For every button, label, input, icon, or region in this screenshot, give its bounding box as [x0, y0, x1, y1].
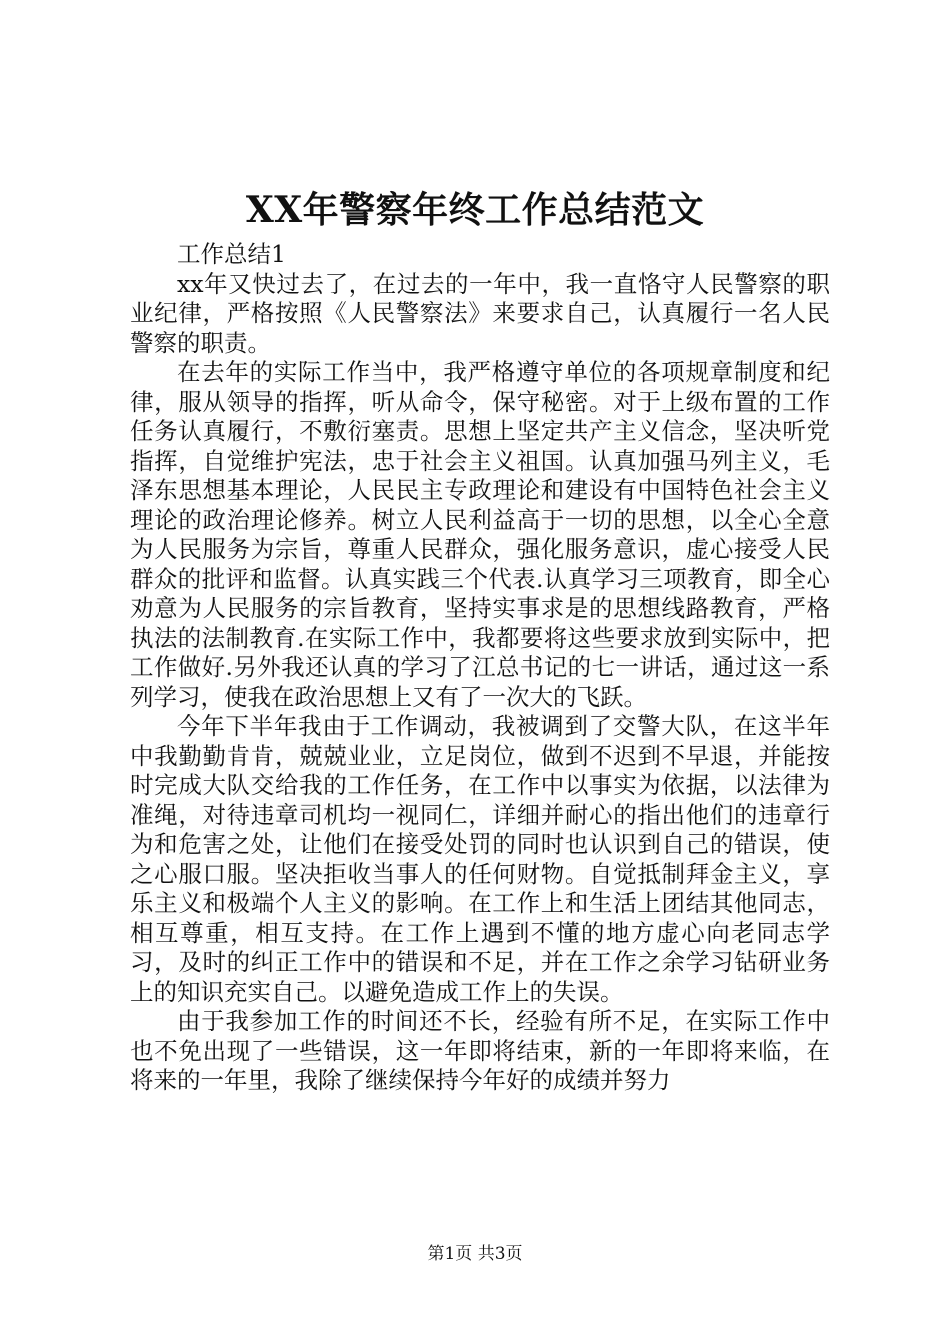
paragraph: 今年下半年我由于工作调动，我被调到了交警大队，在这半年中我勤勤肯肯，兢兢业业，立足岗位，做到不迟到不早退，并能按时完成大队交给我的工作任务，在工作中以事实为依据，以法律为准绳，对待违章司机均一视同仁，详细并耐心的指出他们的违章行为和危害之处，让他们在接受处罚的同时也认识到自己的错误，使之心服口服。坚决拒收当事人的任何财物。自觉抵制拜金主义，享乐主义和极端个人主义的影响。在工作上和生活上团结其他同志，相互尊重，相互支持。在工作上遇到不懂的地方虚心向老同志学习，及时的纠正工作中的错误和不足，并在工作之余学习钻研业务上的知识充实自己。以避免造成工作上的失误。	[130, 712, 830, 1006]
section-heading: 工作总结1	[177, 240, 286, 268]
paragraph: xx年又快过去了，在过去的一年中，我一直恪守人民警察的职业纪律，严格按照《人民警察法》来要求自己，认真履行一名人民警察的职责。	[130, 269, 830, 357]
document-body	[130, 240, 830, 1096]
paragraph: 在去年的实际工作当中，我严格遵守单位的各项规章制度和纪律，服从领导的指挥，听从命令，保守秘密。对于上级布置的工作任务认真履行，不敷衍塞责。思想上坚定共产主义信念，坚决听党指挥，自觉维护宪法，忠于社会主义祖国。认真加强马列主义，毛泽东思想基本理论，人民民主专政理论和建设有中国特色社会主义理论的政治理论修养。树立人民利益高于一切的思想，以全心全意为人民服务为宗旨，尊重人民群众，强化服务意识，虚心接受人民群众的批评和监督。认真实践三个代表.认真学习三项教育，即全心劝意为人民服务的宗旨教育，坚持实事求是的思想线路教育，严格执法的法制教育.在实际工作中，我都要将这些要求放到实际中，把工作做好.另外我还认真的学习了江总书记的七一讲话，通过这一系列学习，使我在政治思想上又有了一次大的飞跃。	[130, 358, 830, 711]
paragraph: 由于我参加工作的时间还不长，经验有所不足，在实际工作中也不免出现了一些错误，这一年即将结束，新的一年即将来临，在将来的一年里，我除了继续保持今年好的成绩并努力	[130, 1007, 830, 1094]
document-title: XX年警察年终工作总结范文	[245, 189, 705, 231]
page-number-footer: 第1页 共3页	[427, 1244, 523, 1264]
